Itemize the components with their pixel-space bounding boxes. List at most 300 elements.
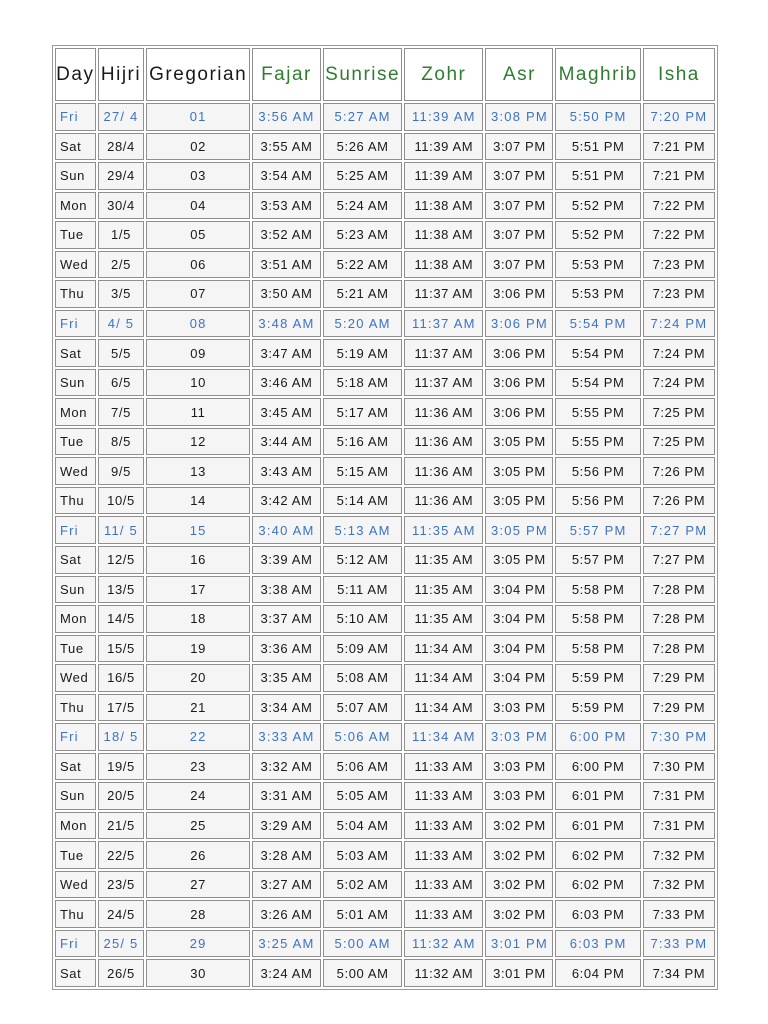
- cell-maghrib: 5:53 PM: [555, 280, 640, 308]
- cell-gregorian: 25: [146, 812, 250, 840]
- cell-gregorian: 18: [146, 605, 250, 633]
- cell-gregorian: 11: [146, 398, 250, 426]
- header-zohr: Zohr: [404, 48, 483, 101]
- cell-maghrib: 5:59 PM: [555, 694, 640, 722]
- cell-maghrib: 5:57 PM: [555, 546, 640, 574]
- cell-sunrise: 5:26 AM: [323, 133, 402, 161]
- cell-asr: 3:03 PM: [485, 694, 553, 722]
- cell-maghrib: 5:52 PM: [555, 192, 640, 220]
- cell-isha: 7:29 PM: [643, 694, 715, 722]
- cell-gregorian: 27: [146, 871, 250, 899]
- cell-day: Tue: [55, 635, 96, 663]
- cell-maghrib: 5:58 PM: [555, 605, 640, 633]
- cell-day: Sun: [55, 782, 96, 810]
- cell-asr: 3:03 PM: [485, 723, 553, 751]
- cell-zohr: 11:35 AM: [404, 605, 483, 633]
- cell-day: Tue: [55, 428, 96, 456]
- cell-asr: 3:04 PM: [485, 605, 553, 633]
- table-row: [55, 103, 715, 131]
- cell-isha: 7:30 PM: [643, 723, 715, 751]
- cell-gregorian: 21: [146, 694, 250, 722]
- cell-sunrise: 5:09 AM: [323, 635, 402, 663]
- cell-gregorian: 07: [146, 280, 250, 308]
- cell-fajar: 3:34 AM: [252, 694, 321, 722]
- cell-asr: 3:02 PM: [485, 900, 553, 928]
- cell-maghrib: 5:51 PM: [555, 162, 640, 190]
- cell-asr: 3:03 PM: [485, 782, 553, 810]
- cell-maghrib: 6:02 PM: [555, 841, 640, 869]
- cell-hijri: 18/ 5: [98, 723, 145, 751]
- table-row: [55, 959, 715, 987]
- cell-hijri: 7/5: [98, 398, 145, 426]
- cell-hijri: 3/5: [98, 280, 145, 308]
- header-day: Day: [55, 48, 96, 101]
- cell-maghrib: 6:03 PM: [555, 900, 640, 928]
- cell-zohr: 11:38 AM: [404, 192, 483, 220]
- cell-isha: 7:32 PM: [643, 841, 715, 869]
- cell-isha: 7:30 PM: [643, 753, 715, 781]
- cell-maghrib: 6:00 PM: [555, 753, 640, 781]
- cell-isha: 7:29 PM: [643, 664, 715, 692]
- cell-isha: 7:21 PM: [643, 133, 715, 161]
- cell-asr: 3:07 PM: [485, 221, 553, 249]
- cell-isha: 7:23 PM: [643, 280, 715, 308]
- cell-maghrib: 5:58 PM: [555, 635, 640, 663]
- cell-hijri: 19/5: [98, 753, 145, 781]
- cell-maghrib: 5:56 PM: [555, 487, 640, 515]
- table-row: [55, 339, 715, 367]
- cell-hijri: 25/ 5: [98, 930, 145, 958]
- table-row: [55, 812, 715, 840]
- cell-asr: 3:06 PM: [485, 339, 553, 367]
- cell-hijri: 13/5: [98, 576, 145, 604]
- cell-isha: 7:26 PM: [643, 457, 715, 485]
- cell-asr: 3:04 PM: [485, 576, 553, 604]
- cell-isha: 7:26 PM: [643, 487, 715, 515]
- cell-maghrib: 6:02 PM: [555, 871, 640, 899]
- cell-fajar: 3:44 AM: [252, 428, 321, 456]
- cell-hijri: 8/5: [98, 428, 145, 456]
- cell-zohr: 11:37 AM: [404, 310, 483, 338]
- table-body: [55, 103, 715, 987]
- cell-asr: 3:08 PM: [485, 103, 553, 131]
- cell-maghrib: 5:54 PM: [555, 369, 640, 397]
- table-row: [55, 753, 715, 781]
- cell-zohr: 11:33 AM: [404, 812, 483, 840]
- cell-maghrib: 6:04 PM: [555, 959, 640, 987]
- cell-maghrib: 5:51 PM: [555, 133, 640, 161]
- cell-fajar: 3:26 AM: [252, 900, 321, 928]
- cell-asr: 3:06 PM: [485, 310, 553, 338]
- table-row: [55, 369, 715, 397]
- cell-fajar: 3:42 AM: [252, 487, 321, 515]
- table-row: [55, 516, 715, 544]
- cell-isha: 7:32 PM: [643, 871, 715, 899]
- cell-hijri: 6/5: [98, 369, 145, 397]
- cell-asr: 3:07 PM: [485, 192, 553, 220]
- cell-day: Fri: [55, 516, 96, 544]
- cell-zohr: 11:37 AM: [404, 339, 483, 367]
- cell-fajar: 3:24 AM: [252, 959, 321, 987]
- table-row: [55, 280, 715, 308]
- cell-gregorian: 03: [146, 162, 250, 190]
- cell-gregorian: 22: [146, 723, 250, 751]
- cell-day: Sat: [55, 546, 96, 574]
- cell-isha: 7:28 PM: [643, 635, 715, 663]
- cell-asr: 3:03 PM: [485, 753, 553, 781]
- cell-fajar: 3:25 AM: [252, 930, 321, 958]
- cell-gregorian: 15: [146, 516, 250, 544]
- cell-day: Wed: [55, 664, 96, 692]
- cell-gregorian: 30: [146, 959, 250, 987]
- cell-asr: 3:06 PM: [485, 398, 553, 426]
- cell-sunrise: 5:12 AM: [323, 546, 402, 574]
- cell-fajar: 3:56 AM: [252, 103, 321, 131]
- cell-zohr: 11:37 AM: [404, 280, 483, 308]
- cell-isha: 7:24 PM: [643, 339, 715, 367]
- cell-hijri: 11/ 5: [98, 516, 145, 544]
- cell-isha: 7:28 PM: [643, 576, 715, 604]
- cell-gregorian: 29: [146, 930, 250, 958]
- table-row: [55, 576, 715, 604]
- header-row: [55, 48, 715, 101]
- cell-zohr: 11:33 AM: [404, 753, 483, 781]
- cell-isha: 7:31 PM: [643, 782, 715, 810]
- cell-hijri: 16/5: [98, 664, 145, 692]
- cell-asr: 3:05 PM: [485, 516, 553, 544]
- cell-maghrib: 6:01 PM: [555, 782, 640, 810]
- cell-gregorian: 13: [146, 457, 250, 485]
- cell-hijri: 20/5: [98, 782, 145, 810]
- cell-zohr: 11:33 AM: [404, 841, 483, 869]
- cell-sunrise: 5:18 AM: [323, 369, 402, 397]
- cell-isha: 7:20 PM: [643, 103, 715, 131]
- cell-isha: 7:25 PM: [643, 398, 715, 426]
- cell-gregorian: 14: [146, 487, 250, 515]
- cell-sunrise: 5:13 AM: [323, 516, 402, 544]
- table-row: [55, 251, 715, 279]
- header-hijri: Hijri: [98, 48, 145, 101]
- cell-zohr: 11:33 AM: [404, 900, 483, 928]
- table-row: [55, 605, 715, 633]
- cell-hijri: 1/5: [98, 221, 145, 249]
- cell-gregorian: 08: [146, 310, 250, 338]
- cell-sunrise: 5:08 AM: [323, 664, 402, 692]
- cell-fajar: 3:38 AM: [252, 576, 321, 604]
- cell-hijri: 27/ 4: [98, 103, 145, 131]
- table-row: [55, 664, 715, 692]
- cell-hijri: 29/4: [98, 162, 145, 190]
- cell-asr: 3:07 PM: [485, 133, 553, 161]
- cell-asr: 3:01 PM: [485, 930, 553, 958]
- cell-sunrise: 5:16 AM: [323, 428, 402, 456]
- cell-isha: 7:33 PM: [643, 900, 715, 928]
- cell-sunrise: 5:21 AM: [323, 280, 402, 308]
- cell-day: Mon: [55, 192, 96, 220]
- cell-hijri: 12/5: [98, 546, 145, 574]
- cell-sunrise: 5:23 AM: [323, 221, 402, 249]
- cell-asr: 3:04 PM: [485, 635, 553, 663]
- table-row: [55, 723, 715, 751]
- cell-fajar: 3:43 AM: [252, 457, 321, 485]
- table-row: [55, 428, 715, 456]
- cell-hijri: 21/5: [98, 812, 145, 840]
- cell-sunrise: 5:06 AM: [323, 723, 402, 751]
- cell-day: Sun: [55, 162, 96, 190]
- cell-hijri: 10/5: [98, 487, 145, 515]
- cell-sunrise: 5:17 AM: [323, 398, 402, 426]
- cell-isha: 7:28 PM: [643, 605, 715, 633]
- cell-gregorian: 17: [146, 576, 250, 604]
- cell-sunrise: 5:03 AM: [323, 841, 402, 869]
- cell-sunrise: 5:11 AM: [323, 576, 402, 604]
- table-row: [55, 162, 715, 190]
- cell-zohr: 11:35 AM: [404, 576, 483, 604]
- header-fajar: Fajar: [252, 48, 321, 101]
- cell-gregorian: 26: [146, 841, 250, 869]
- cell-fajar: 3:40 AM: [252, 516, 321, 544]
- cell-zohr: 11:34 AM: [404, 694, 483, 722]
- cell-day: Tue: [55, 221, 96, 249]
- cell-gregorian: 12: [146, 428, 250, 456]
- cell-zohr: 11:38 AM: [404, 221, 483, 249]
- cell-gregorian: 20: [146, 664, 250, 692]
- cell-sunrise: 5:14 AM: [323, 487, 402, 515]
- cell-gregorian: 24: [146, 782, 250, 810]
- cell-zohr: 11:36 AM: [404, 428, 483, 456]
- cell-day: Sat: [55, 959, 96, 987]
- cell-day: Mon: [55, 398, 96, 426]
- cell-asr: 3:05 PM: [485, 457, 553, 485]
- cell-day: Thu: [55, 694, 96, 722]
- cell-fajar: 3:50 AM: [252, 280, 321, 308]
- cell-fajar: 3:36 AM: [252, 635, 321, 663]
- cell-isha: 7:22 PM: [643, 192, 715, 220]
- prayer-times-table: [53, 46, 717, 989]
- cell-sunrise: 5:01 AM: [323, 900, 402, 928]
- cell-zohr: 11:34 AM: [404, 635, 483, 663]
- cell-day: Sun: [55, 369, 96, 397]
- table-row: [55, 782, 715, 810]
- cell-zohr: 11:34 AM: [404, 723, 483, 751]
- cell-zohr: 11:36 AM: [404, 487, 483, 515]
- cell-fajar: 3:35 AM: [252, 664, 321, 692]
- cell-day: Thu: [55, 900, 96, 928]
- cell-isha: 7:31 PM: [643, 812, 715, 840]
- table-row: [55, 900, 715, 928]
- cell-day: Tue: [55, 841, 96, 869]
- prayer-times-sheet: [52, 45, 718, 990]
- cell-gregorian: 09: [146, 339, 250, 367]
- cell-zohr: 11:37 AM: [404, 369, 483, 397]
- cell-day: Thu: [55, 487, 96, 515]
- cell-gregorian: 06: [146, 251, 250, 279]
- cell-zohr: 11:35 AM: [404, 516, 483, 544]
- cell-zohr: 11:33 AM: [404, 871, 483, 899]
- cell-sunrise: 5:24 AM: [323, 192, 402, 220]
- cell-asr: 3:04 PM: [485, 664, 553, 692]
- cell-gregorian: 16: [146, 546, 250, 574]
- table-row: [55, 635, 715, 663]
- cell-gregorian: 05: [146, 221, 250, 249]
- cell-asr: 3:06 PM: [485, 280, 553, 308]
- cell-hijri: 22/5: [98, 841, 145, 869]
- cell-day: Sat: [55, 339, 96, 367]
- cell-asr: 3:07 PM: [485, 251, 553, 279]
- cell-hijri: 4/ 5: [98, 310, 145, 338]
- cell-hijri: 23/5: [98, 871, 145, 899]
- table-row: [55, 487, 715, 515]
- cell-day: Wed: [55, 871, 96, 899]
- cell-asr: 3:01 PM: [485, 959, 553, 987]
- table-row: [55, 398, 715, 426]
- cell-fajar: 3:53 AM: [252, 192, 321, 220]
- table-row: [55, 192, 715, 220]
- cell-hijri: 14/5: [98, 605, 145, 633]
- cell-isha: 7:33 PM: [643, 930, 715, 958]
- table-row: [55, 841, 715, 869]
- cell-maghrib: 5:50 PM: [555, 103, 640, 131]
- cell-asr: 3:07 PM: [485, 162, 553, 190]
- cell-day: Wed: [55, 251, 96, 279]
- cell-zohr: 11:36 AM: [404, 398, 483, 426]
- cell-sunrise: 5:10 AM: [323, 605, 402, 633]
- table-row: [55, 457, 715, 485]
- cell-gregorian: 04: [146, 192, 250, 220]
- cell-gregorian: 28: [146, 900, 250, 928]
- cell-gregorian: 19: [146, 635, 250, 663]
- cell-fajar: 3:39 AM: [252, 546, 321, 574]
- cell-fajar: 3:47 AM: [252, 339, 321, 367]
- cell-maghrib: 6:00 PM: [555, 723, 640, 751]
- cell-sunrise: 5:27 AM: [323, 103, 402, 131]
- cell-day: Mon: [55, 605, 96, 633]
- cell-hijri: 26/5: [98, 959, 145, 987]
- cell-day: Wed: [55, 457, 96, 485]
- table-row: [55, 930, 715, 958]
- table-row: [55, 221, 715, 249]
- cell-maghrib: 5:53 PM: [555, 251, 640, 279]
- cell-asr: 3:05 PM: [485, 546, 553, 574]
- header-maghrib: Maghrib: [555, 48, 640, 101]
- cell-maghrib: 5:55 PM: [555, 428, 640, 456]
- cell-fajar: 3:45 AM: [252, 398, 321, 426]
- cell-maghrib: 5:52 PM: [555, 221, 640, 249]
- cell-maghrib: 5:58 PM: [555, 576, 640, 604]
- cell-fajar: 3:52 AM: [252, 221, 321, 249]
- cell-zohr: 11:32 AM: [404, 959, 483, 987]
- cell-fajar: 3:29 AM: [252, 812, 321, 840]
- cell-asr: 3:05 PM: [485, 428, 553, 456]
- header-asr: Asr: [485, 48, 553, 101]
- cell-fajar: 3:46 AM: [252, 369, 321, 397]
- cell-asr: 3:05 PM: [485, 487, 553, 515]
- cell-day: Sun: [55, 576, 96, 604]
- table-row: [55, 871, 715, 899]
- cell-asr: 3:02 PM: [485, 812, 553, 840]
- table-row: [55, 310, 715, 338]
- cell-sunrise: 5:06 AM: [323, 753, 402, 781]
- cell-isha: 7:22 PM: [643, 221, 715, 249]
- table-row: [55, 694, 715, 722]
- table-row: [55, 546, 715, 574]
- cell-maghrib: 6:01 PM: [555, 812, 640, 840]
- cell-sunrise: 5:02 AM: [323, 871, 402, 899]
- cell-isha: 7:27 PM: [643, 546, 715, 574]
- cell-hijri: 24/5: [98, 900, 145, 928]
- cell-day: Fri: [55, 723, 96, 751]
- cell-zohr: 11:33 AM: [404, 782, 483, 810]
- cell-hijri: 2/5: [98, 251, 145, 279]
- cell-fajar: 3:33 AM: [252, 723, 321, 751]
- cell-maghrib: 5:55 PM: [555, 398, 640, 426]
- cell-asr: 3:02 PM: [485, 871, 553, 899]
- cell-day: Thu: [55, 280, 96, 308]
- cell-sunrise: 5:07 AM: [323, 694, 402, 722]
- cell-sunrise: 5:00 AM: [323, 959, 402, 987]
- cell-fajar: 3:31 AM: [252, 782, 321, 810]
- cell-gregorian: 10: [146, 369, 250, 397]
- cell-zohr: 11:32 AM: [404, 930, 483, 958]
- cell-isha: 7:34 PM: [643, 959, 715, 987]
- cell-asr: 3:06 PM: [485, 369, 553, 397]
- cell-gregorian: 01: [146, 103, 250, 131]
- cell-isha: 7:23 PM: [643, 251, 715, 279]
- cell-day: Mon: [55, 812, 96, 840]
- cell-zohr: 11:39 AM: [404, 133, 483, 161]
- table-row: [55, 133, 715, 161]
- cell-sunrise: 5:04 AM: [323, 812, 402, 840]
- cell-day: Sat: [55, 753, 96, 781]
- cell-fajar: 3:37 AM: [252, 605, 321, 633]
- cell-maghrib: 5:54 PM: [555, 339, 640, 367]
- cell-fajar: 3:55 AM: [252, 133, 321, 161]
- cell-hijri: 17/5: [98, 694, 145, 722]
- cell-isha: 7:24 PM: [643, 369, 715, 397]
- cell-zohr: 11:38 AM: [404, 251, 483, 279]
- cell-hijri: 15/5: [98, 635, 145, 663]
- header-sunrise: Sunrise: [323, 48, 402, 101]
- cell-fajar: 3:51 AM: [252, 251, 321, 279]
- cell-isha: 7:24 PM: [643, 310, 715, 338]
- cell-maghrib: 5:54 PM: [555, 310, 640, 338]
- cell-hijri: 28/4: [98, 133, 145, 161]
- cell-sunrise: 5:22 AM: [323, 251, 402, 279]
- cell-fajar: 3:48 AM: [252, 310, 321, 338]
- cell-maghrib: 6:03 PM: [555, 930, 640, 958]
- cell-fajar: 3:27 AM: [252, 871, 321, 899]
- cell-hijri: 30/4: [98, 192, 145, 220]
- cell-fajar: 3:54 AM: [252, 162, 321, 190]
- cell-sunrise: 5:00 AM: [323, 930, 402, 958]
- cell-isha: 7:25 PM: [643, 428, 715, 456]
- cell-gregorian: 02: [146, 133, 250, 161]
- cell-hijri: 5/5: [98, 339, 145, 367]
- cell-zohr: 11:39 AM: [404, 103, 483, 131]
- cell-zohr: 11:36 AM: [404, 457, 483, 485]
- cell-day: Sat: [55, 133, 96, 161]
- header-gregorian: Gregorian: [146, 48, 250, 101]
- cell-asr: 3:02 PM: [485, 841, 553, 869]
- cell-zohr: 11:39 AM: [404, 162, 483, 190]
- cell-day: Fri: [55, 310, 96, 338]
- cell-day: Fri: [55, 103, 96, 131]
- header-isha: Isha: [643, 48, 715, 101]
- cell-sunrise: 5:05 AM: [323, 782, 402, 810]
- cell-isha: 7:27 PM: [643, 516, 715, 544]
- cell-maghrib: 5:59 PM: [555, 664, 640, 692]
- cell-sunrise: 5:20 AM: [323, 310, 402, 338]
